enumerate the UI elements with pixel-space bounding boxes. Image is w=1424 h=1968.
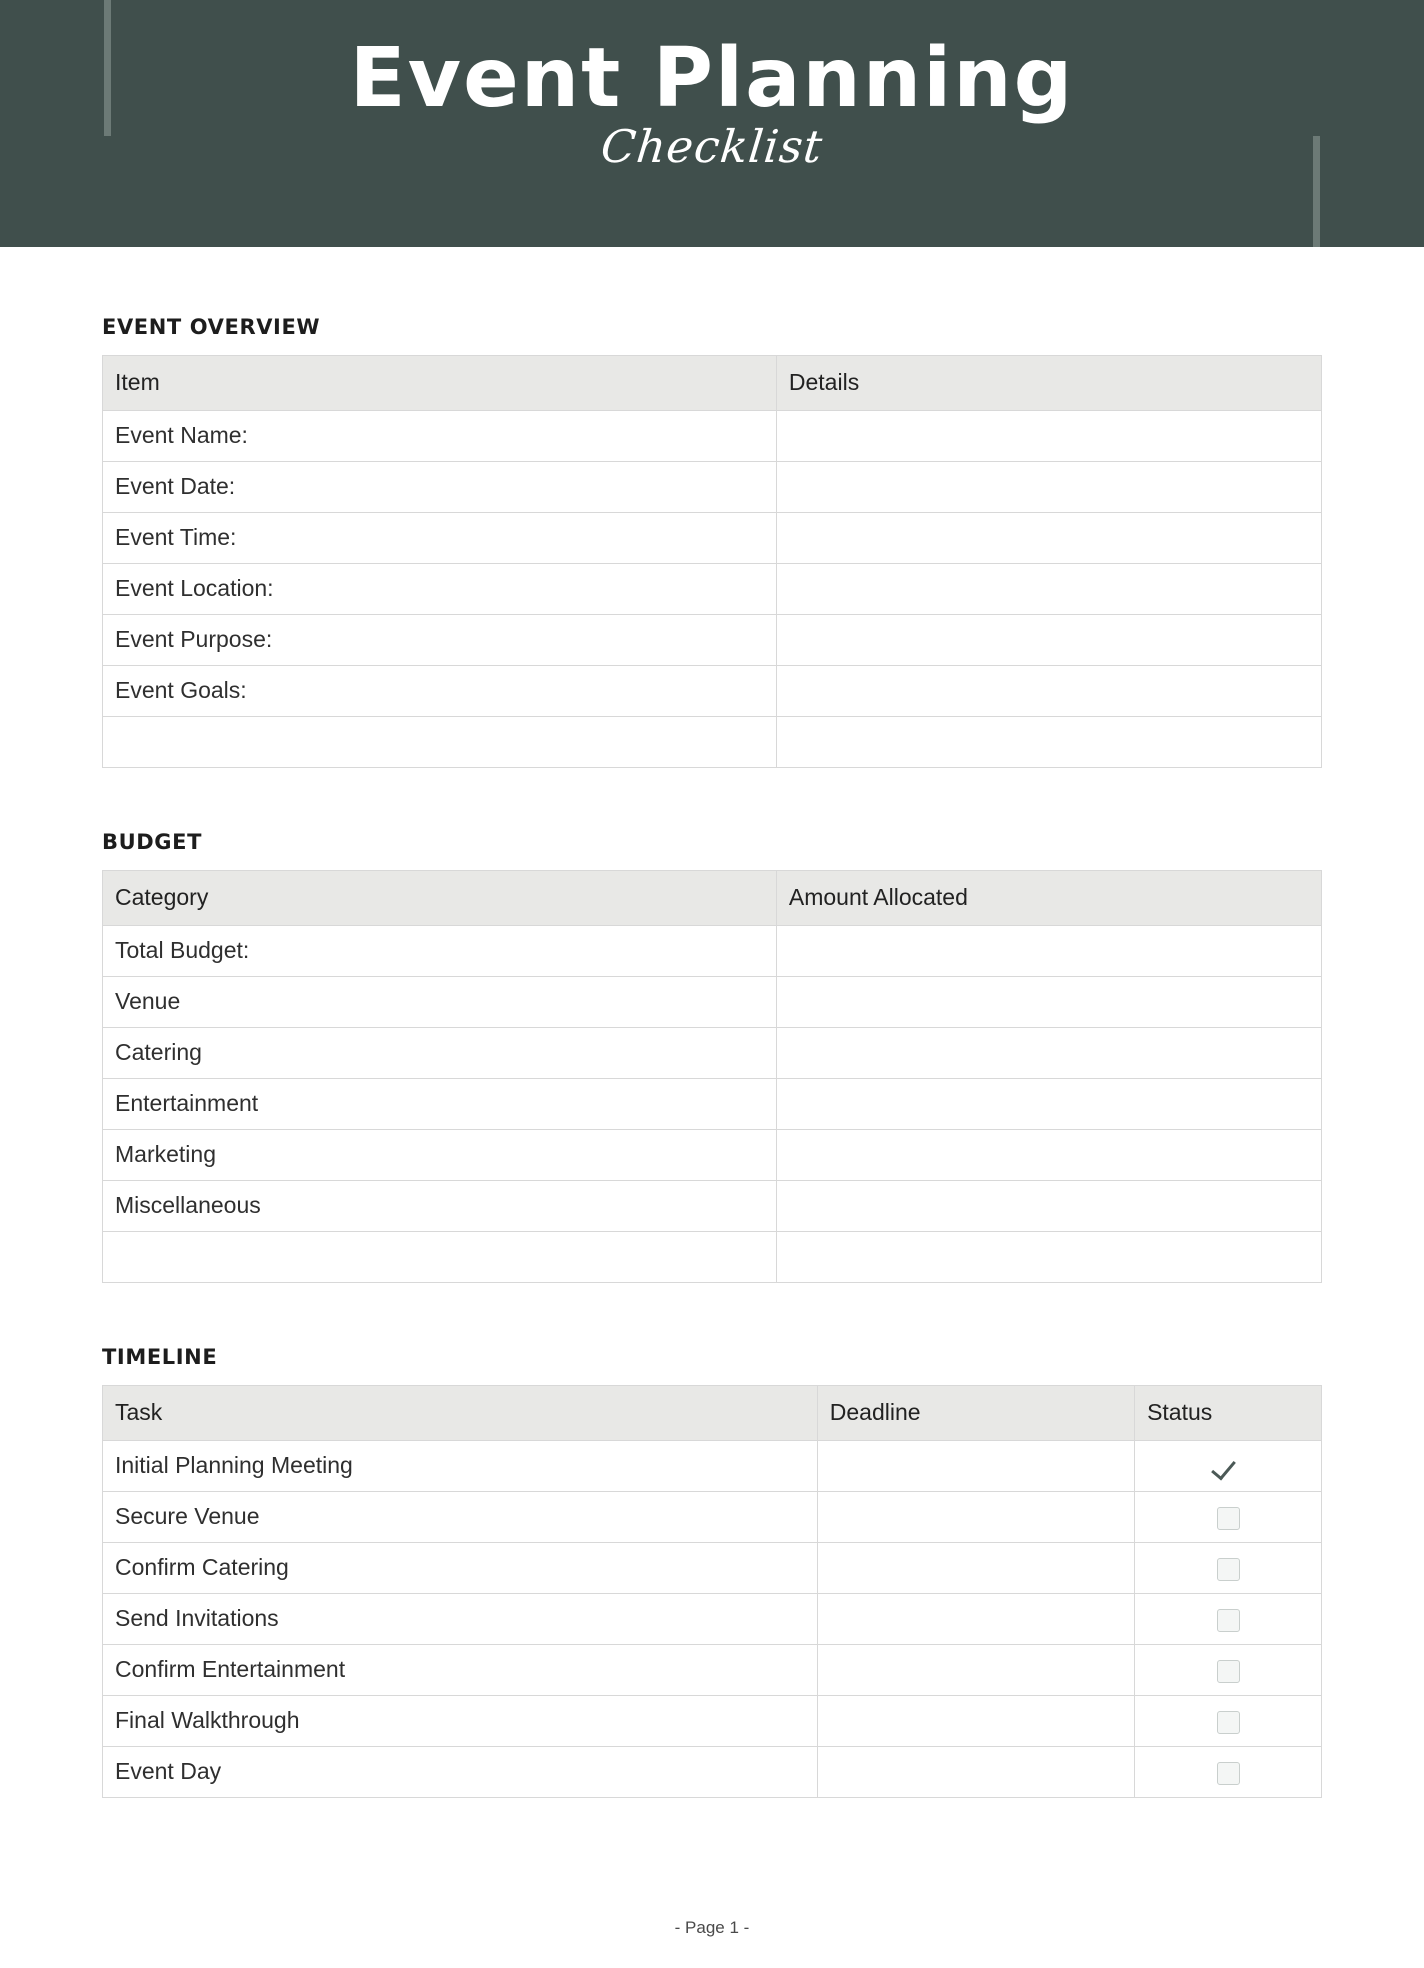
- deadline-input[interactable]: [817, 1492, 1134, 1543]
- row-value-input[interactable]: [776, 411, 1321, 462]
- checkbox-icon[interactable]: [1217, 1609, 1240, 1632]
- column-header-amount-allocated: Amount Allocated: [776, 871, 1321, 926]
- row-value-input[interactable]: [776, 717, 1321, 768]
- row-value-input[interactable]: [776, 615, 1321, 666]
- row-value-input[interactable]: [776, 666, 1321, 717]
- row-label: Entertainment: [103, 1079, 777, 1130]
- table-row: [103, 564, 1322, 615]
- status-cell[interactable]: [1135, 1645, 1322, 1696]
- row-label: Event Purpose:: [103, 615, 777, 666]
- column-header-item: Item: [103, 356, 777, 411]
- column-header-deadline: Deadline: [817, 1386, 1134, 1441]
- row-label: Total Budget:: [103, 926, 777, 977]
- row-value-input[interactable]: [776, 513, 1321, 564]
- section-budget: [102, 830, 1322, 1283]
- deadline-input[interactable]: [817, 1645, 1134, 1696]
- row-value-input[interactable]: [776, 1130, 1321, 1181]
- table-row: [103, 1696, 1322, 1747]
- row-label: Catering: [103, 1028, 777, 1079]
- table-head: [103, 356, 1322, 411]
- status-cell[interactable]: [1135, 1594, 1322, 1645]
- table-row: [103, 1492, 1322, 1543]
- section-heading-budget: BUDGET: [102, 830, 202, 854]
- header-banner: [0, 0, 1424, 247]
- row-label: Miscellaneous: [103, 1181, 777, 1232]
- row-label: Marketing: [103, 1130, 777, 1181]
- row-value-input[interactable]: [776, 1028, 1321, 1079]
- table-row: [103, 666, 1322, 717]
- event-overview-table: [102, 355, 1322, 768]
- status-cell[interactable]: [1135, 1492, 1322, 1543]
- row-label: Event Time:: [103, 513, 777, 564]
- table-row: [103, 1747, 1322, 1798]
- status-cell[interactable]: [1135, 1696, 1322, 1747]
- table-row: [103, 513, 1322, 564]
- row-label: Event Name:: [103, 411, 777, 462]
- table-row: [103, 1645, 1322, 1696]
- column-header-details: Details: [776, 356, 1321, 411]
- status-cell[interactable]: [1135, 1543, 1322, 1594]
- column-header-task: Task: [103, 1386, 818, 1441]
- deadline-input[interactable]: [817, 1441, 1134, 1492]
- section-heading-overview: EVENT OVERVIEW: [102, 315, 321, 339]
- checkbox-icon[interactable]: [1217, 1660, 1240, 1683]
- section-timeline: [102, 1345, 1322, 1798]
- table-head: [103, 871, 1322, 926]
- row-label: Event Goals:: [103, 666, 777, 717]
- task-label: Secure Venue: [103, 1492, 818, 1543]
- checkbox-icon[interactable]: [1217, 1507, 1240, 1530]
- table-row: [103, 411, 1322, 462]
- row-label: Venue: [103, 977, 777, 1028]
- table-body: [103, 411, 1322, 768]
- header-text-group: [0, 0, 1424, 172]
- task-label: Initial Planning Meeting: [103, 1441, 818, 1492]
- section-event-overview: [102, 315, 1322, 768]
- row-label-blank[interactable]: [103, 717, 777, 768]
- page-title: Event Planning: [349, 31, 1075, 126]
- row-value-input[interactable]: [776, 1181, 1321, 1232]
- page-subtitle: Checklist: [598, 120, 826, 174]
- task-label: Send Invitations: [103, 1594, 818, 1645]
- row-label: Event Location:: [103, 564, 777, 615]
- task-label: Final Walkthrough: [103, 1696, 818, 1747]
- task-label: Confirm Catering: [103, 1543, 818, 1594]
- deadline-input[interactable]: [817, 1747, 1134, 1798]
- table-row: [103, 615, 1322, 666]
- status-cell[interactable]: [1135, 1747, 1322, 1798]
- table-row: [103, 1130, 1322, 1181]
- table-row: [103, 1441, 1322, 1492]
- page-footer: - Page 1 -: [674, 1918, 750, 1937]
- table-header-row: [103, 1386, 1322, 1441]
- table-header-row: [103, 871, 1322, 926]
- table-body: [103, 1441, 1322, 1798]
- task-label: Event Day: [103, 1747, 818, 1798]
- table-head: [103, 1386, 1322, 1441]
- row-label: Event Date:: [103, 462, 777, 513]
- status-cell[interactable]: [1135, 1441, 1322, 1492]
- timeline-table: [102, 1385, 1322, 1798]
- table-row: [103, 717, 1322, 768]
- deadline-input[interactable]: [817, 1543, 1134, 1594]
- task-label: Confirm Entertainment: [103, 1645, 818, 1696]
- section-heading-timeline: TIMELINE: [102, 1345, 218, 1369]
- column-header-category: Category: [103, 871, 777, 926]
- column-header-status: Status: [1135, 1386, 1322, 1441]
- row-value-input[interactable]: [776, 462, 1321, 513]
- row-value-input[interactable]: [776, 1232, 1321, 1283]
- table-row: [103, 926, 1322, 977]
- checkbox-icon[interactable]: [1217, 1558, 1240, 1581]
- table-row: [103, 1543, 1322, 1594]
- table-row: [103, 1594, 1322, 1645]
- table-row: [103, 1079, 1322, 1130]
- table-row: [103, 977, 1322, 1028]
- table-row: [103, 1028, 1322, 1079]
- row-value-input[interactable]: [776, 926, 1321, 977]
- check-icon[interactable]: [1213, 1455, 1243, 1479]
- deadline-input[interactable]: [817, 1594, 1134, 1645]
- deadline-input[interactable]: [817, 1696, 1134, 1747]
- row-label-blank[interactable]: [103, 1232, 777, 1283]
- table-row: [103, 1232, 1322, 1283]
- row-value-input[interactable]: [776, 564, 1321, 615]
- budget-table: [102, 870, 1322, 1283]
- page-body: [0, 315, 1424, 1798]
- table-row: [103, 462, 1322, 513]
- checkbox-icon[interactable]: [1217, 1762, 1240, 1785]
- checkbox-icon[interactable]: [1217, 1711, 1240, 1734]
- row-value-input[interactable]: [776, 1079, 1321, 1130]
- row-value-input[interactable]: [776, 977, 1321, 1028]
- table-body: [103, 926, 1322, 1283]
- table-row: [103, 1181, 1322, 1232]
- table-header-row: [103, 356, 1322, 411]
